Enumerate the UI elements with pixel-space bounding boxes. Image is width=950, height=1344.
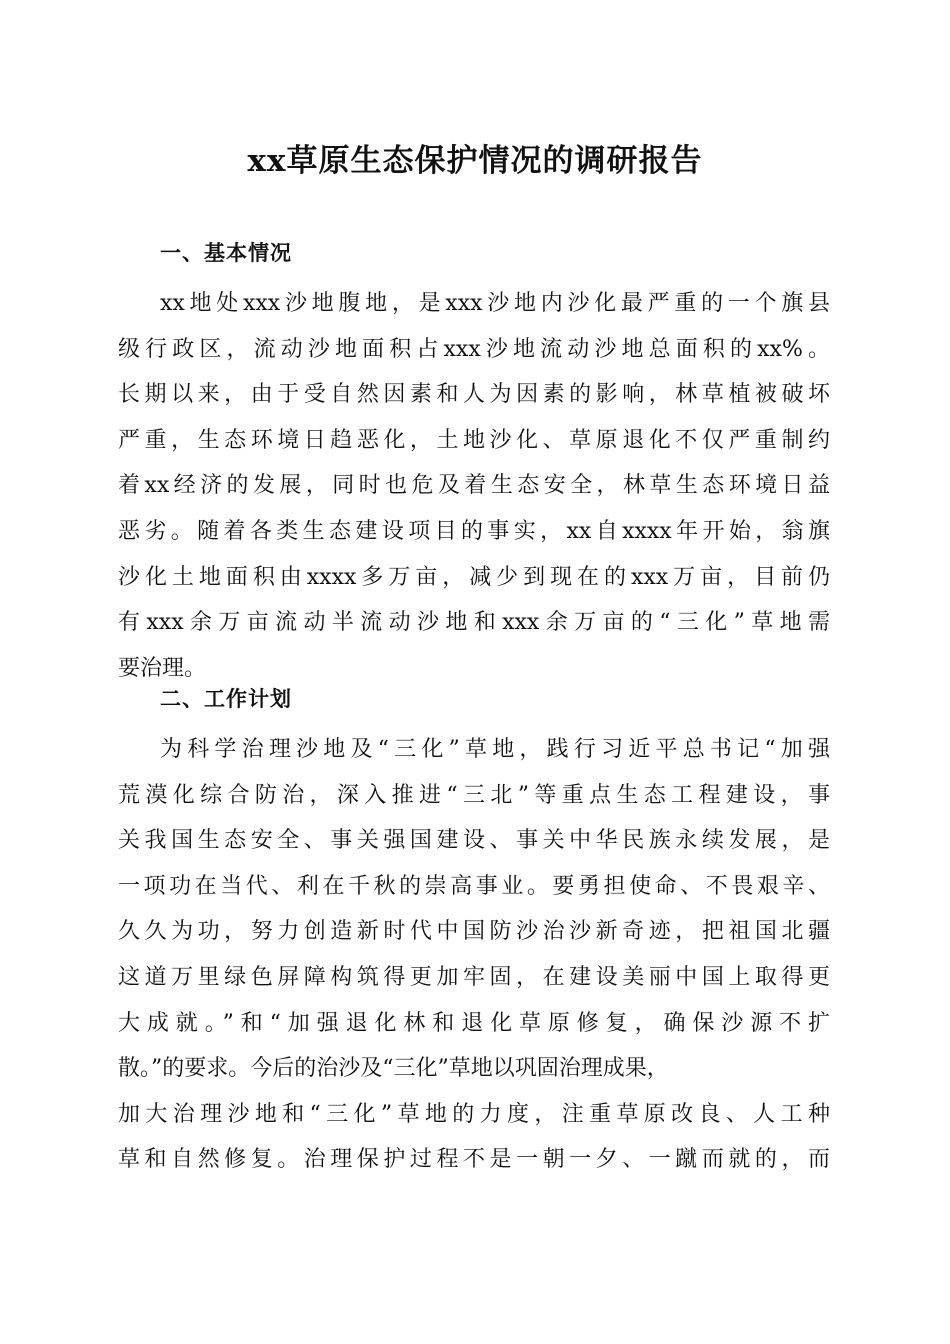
paragraph-line: 恶劣。随着各类生态建设项目的事实，xx自xxxx年开始，翁旗 bbox=[118, 518, 830, 544]
paragraph-line: 有xxx余万亩流动半流动沙地和xxx余万亩的“三化”草地需 bbox=[118, 610, 830, 636]
paragraph-line: 一项功在当代、利在千秋的崇高事业。要勇担使命、不畏艰辛、 bbox=[118, 873, 830, 899]
paragraph-line: 这道万里绿色屏障构筑得更加牢固，在建设美丽中国上取得更 bbox=[118, 964, 830, 990]
paragraph-line: 加大治理沙地和“三化”草地的力度，注重草原改良、人工种 bbox=[118, 1101, 830, 1127]
section-body-work-plan bbox=[118, 727, 830, 1183]
paragraph-line: 久久为功，努力创造新时代中国防沙治沙新奇迹，把祖国北疆 bbox=[118, 919, 830, 945]
paragraph-line: 散。”的要求。今后的治沙及“三化”草地以巩固治理成果， bbox=[118, 1056, 669, 1082]
section-heading-basic-situation: 一、基本情况 bbox=[160, 241, 292, 265]
section-body-basic-situation bbox=[118, 281, 830, 691]
document-title: xx草原生态保护情况的调研报告 bbox=[247, 143, 703, 179]
paragraph-line: xx地处xxx沙地腹地，是xxx沙地内沙化最严重的一个旗县 bbox=[160, 291, 830, 316]
paragraph-line: 严重，生态环境日趋恶化，土地沙化、草原退化不仅严重制约 bbox=[118, 427, 830, 453]
paragraph-line: 为科学治理沙地及“三化”草地，践行习近平总书记“加强 bbox=[160, 737, 830, 762]
paragraph-line: 要治理。 bbox=[118, 655, 207, 681]
paragraph-line: 沙化土地面积由xxxx多万亩，减少到现在的xxx万亩，目前仍 bbox=[118, 564, 830, 590]
paragraph-line: 长期以来，由于受自然因素和人为因素的影响，林草植被破坏 bbox=[118, 382, 830, 408]
paragraph-line: 大成就。”和“加强退化林和退化草原修复，确保沙源不扩 bbox=[118, 1010, 830, 1036]
section-heading-work-plan: 二、工作计划 bbox=[160, 687, 292, 711]
paragraph-line: 荒漠化综合防治，深入推进“三北”等重点生态工程建设，事 bbox=[118, 782, 830, 808]
paragraph-line: 级行政区，流动沙地面积占xxx沙地流动沙地总面积的xx%。 bbox=[118, 336, 830, 362]
paragraph-line: 着xx经济的发展，同时也危及着生态安全，林草生态环境日益 bbox=[118, 473, 830, 499]
paragraph-line: 草和自然修复。治理保护过程不是一朝一夕、一蹴而就的，而 bbox=[118, 1147, 830, 1173]
paragraph-line: 关我国生态安全、事关强国建设、事关中华民族永续发展，是 bbox=[118, 828, 830, 854]
